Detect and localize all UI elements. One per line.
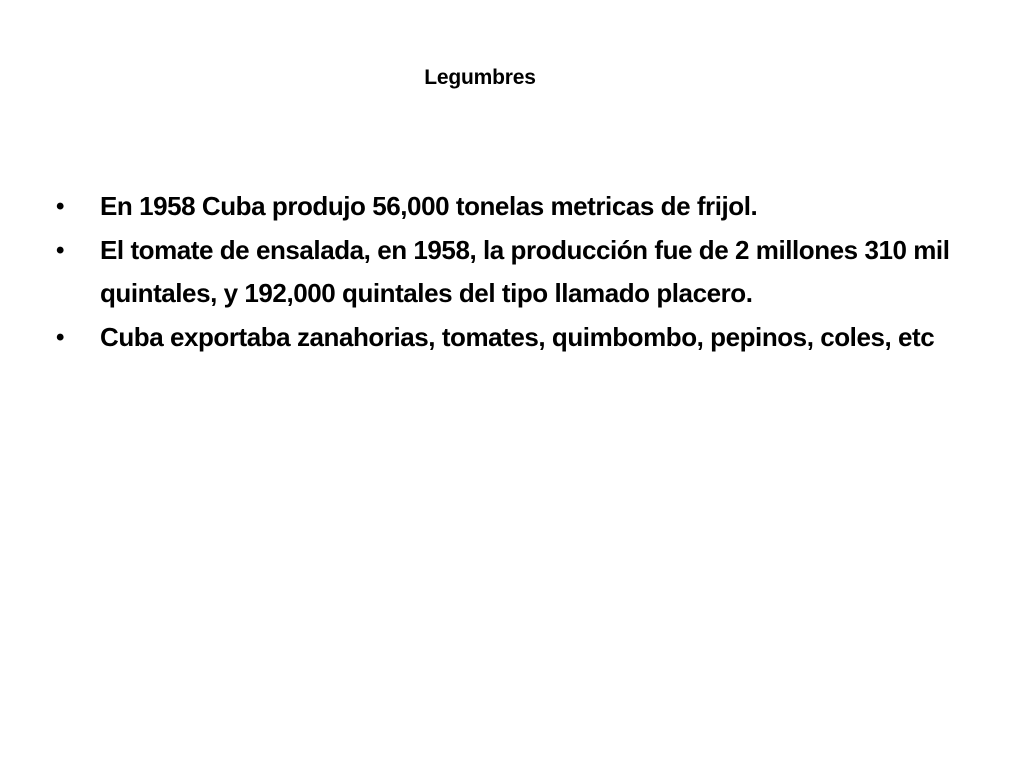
bullet-dot-icon: •	[56, 237, 64, 264]
bullet-dot-icon: •	[56, 193, 64, 220]
bullet-item	[56, 316, 966, 359]
bullet-text: En 1958 Cuba produjo 56,000 tonelas metricas de frijol.	[100, 191, 758, 221]
bullet-text: El tomate de ensalada, en 1958, la producción fue de 2 millones 310 mil quintales, y 192,000 quintales del tipo llamado placero.	[100, 235, 950, 308]
bullet-dot-icon: •	[56, 324, 64, 351]
bullet-text: Cuba exportaba zanahorias, tomates, quimbombo, pepinos, coles, etc	[100, 322, 935, 352]
slide-title: Legumbres	[424, 66, 536, 89]
bullet-list	[56, 185, 966, 360]
bullet-item	[56, 229, 966, 315]
bullet-item	[56, 185, 966, 228]
